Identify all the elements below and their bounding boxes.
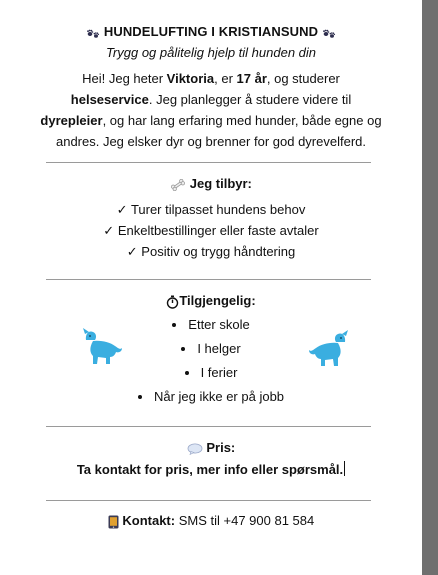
availability-heading <box>0 293 422 309</box>
divider <box>46 426 371 427</box>
price-heading <box>0 440 422 455</box>
intro-text: , er <box>214 71 237 86</box>
list-item-label: I ferier <box>200 365 238 380</box>
availability-list <box>0 313 422 409</box>
intro-name: Viktoria <box>166 71 215 86</box>
list-item-label: Turer tilpasset hundens behov <box>130 202 306 217</box>
list-item-label: Enkeltbestillinger eller faste avtaler <box>117 223 319 238</box>
price-text: Ta kontakt for pris, mer info eller spørsmål. <box>76 462 344 477</box>
intro-text: Hei! Jeg heter <box>82 71 167 86</box>
offer-title: Jeg tilbyr: <box>189 176 252 191</box>
speech-bubble-icon <box>187 443 203 455</box>
divider <box>46 162 371 163</box>
offer-list <box>0 199 422 262</box>
text-cursor <box>344 461 345 476</box>
list-item-label: I helger <box>197 341 241 356</box>
list-item-label: Positiv og trygg håndtering <box>141 244 296 259</box>
title-text: HUNDELUFTING I KRISTIANSUND <box>103 24 319 39</box>
bone-icon <box>170 179 186 191</box>
check-icon: ✓ <box>126 244 138 259</box>
availability-title: Tilgjengelig: <box>179 293 256 308</box>
list-item-label: Etter skole <box>188 317 250 332</box>
paw-prints-icon <box>322 27 336 39</box>
stopwatch-icon <box>166 295 179 309</box>
contact-text: SMS til +47 900 81 584 <box>178 513 315 528</box>
price-title: Pris: <box>206 440 236 455</box>
list-item <box>0 313 422 337</box>
dog-illustration-icon <box>80 326 124 366</box>
intro-study: helseservice <box>70 92 149 107</box>
page-subtitle: Trygg og pålitelig hjelp til hunden din <box>105 45 317 60</box>
offer-heading <box>0 176 422 191</box>
intro-paragraph <box>40 68 382 152</box>
intro-text: , og har lang erfaring med hunder, både egne og andres. Jeg elsker dyr og brenner for god dyrevelferd. <box>55 113 382 149</box>
list-item <box>0 361 422 385</box>
contact-line <box>0 513 422 529</box>
check-icon: ✓ <box>103 223 115 238</box>
bullet <box>172 323 176 327</box>
list-item <box>0 241 422 262</box>
dog-illustration-icon <box>307 328 351 368</box>
intro-text: . Jeg planlegger å studere videre til <box>148 92 352 107</box>
list-item <box>0 220 422 241</box>
bullet <box>138 395 142 399</box>
paw-prints-icon <box>86 27 100 39</box>
list-item <box>0 337 422 361</box>
page-title <box>0 24 422 39</box>
mobile-phone-icon <box>108 515 119 529</box>
list-item-label: Når jeg ikke er på jobb <box>153 389 285 404</box>
bullet <box>185 371 189 375</box>
window-edge <box>422 0 438 575</box>
contact-label: Kontakt: <box>122 513 176 528</box>
divider <box>46 500 371 501</box>
divider <box>46 279 371 280</box>
price-text-field[interactable] <box>0 461 422 477</box>
list-item <box>0 385 422 409</box>
intro-text: , og studerer <box>266 71 340 86</box>
list-item <box>0 199 422 220</box>
intro-age: 17 år <box>236 71 267 86</box>
intro-future: dyrepleier <box>40 113 103 128</box>
check-icon: ✓ <box>116 202 128 217</box>
bullet <box>181 347 185 351</box>
